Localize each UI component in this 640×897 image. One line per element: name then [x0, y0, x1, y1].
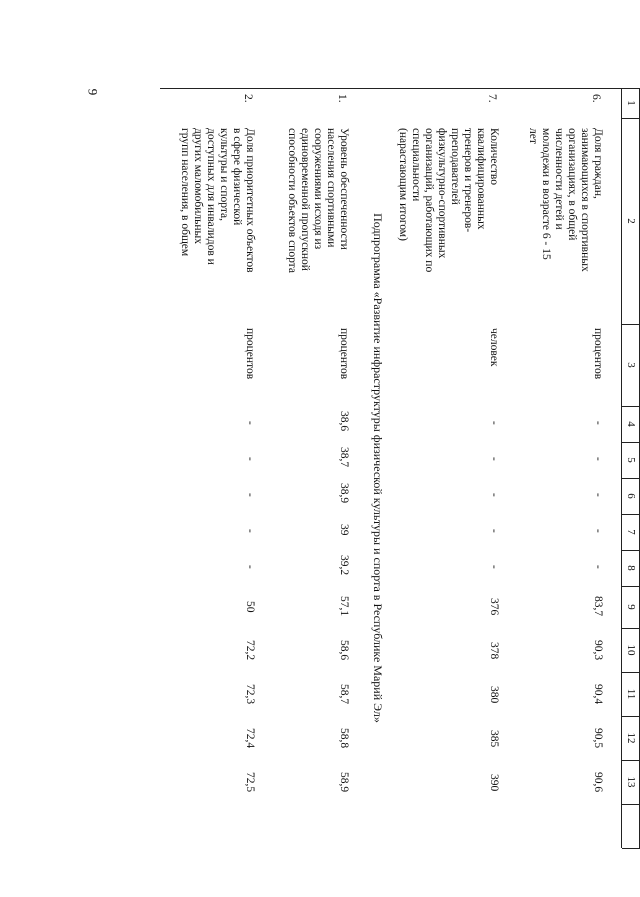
header-col-13: 13: [625, 776, 637, 788]
row-1-desc-line: способности объектов спорта: [286, 128, 298, 273]
row-2-unit: процентов: [244, 328, 256, 380]
row-7-val-12: 385: [488, 730, 500, 748]
row-2-desc-line: групп населения, в общем: [179, 128, 191, 257]
row-1-desc-line: Уровень обеспеченности: [338, 128, 350, 250]
row-1-val-11: 58,7: [338, 684, 350, 705]
row-6-val-7: -: [592, 529, 604, 533]
row-1-val-10: 58,6: [338, 640, 350, 661]
row-6-desc-line: молодежи в возрасте 6 - 15: [540, 128, 552, 260]
row-6-val-5: -: [592, 457, 604, 461]
header-col-8: 8: [625, 565, 637, 571]
page-number: 9: [85, 88, 101, 96]
subprogram-title: Подпрограмма «Развитие инфраструктуры физической культуры и спорта в Республике Марий Эл»: [371, 213, 385, 723]
row-1-desc-line: населения спортивными: [325, 128, 337, 248]
row-1-val-6: 38,9: [338, 483, 350, 504]
row-7-description: [396, 128, 500, 314]
row-6-desc-line: численности детей и: [553, 128, 565, 230]
col-border-13: [622, 804, 640, 805]
row-6-unit: процентов: [592, 328, 604, 380]
indicators-table: [160, 88, 640, 848]
row-2-val-13: 72,5: [244, 772, 256, 793]
row-1-number: 1.: [336, 94, 348, 103]
row-7-desc-line: квалифицированных: [475, 128, 487, 230]
row-7-val-13: 390: [488, 774, 500, 792]
row-7-unit: человек: [488, 328, 500, 367]
row-7-desc-line: организаций, работающих по: [423, 128, 435, 273]
row-2-val-6: -: [244, 493, 256, 497]
row-1-val-12: 58,8: [338, 728, 350, 749]
header-col-3: 3: [625, 362, 637, 368]
header-col-11: 11: [625, 688, 637, 700]
row-7-val-6: -: [488, 493, 500, 497]
row-2-number: 2.: [242, 94, 254, 103]
row-2-desc-line: в сфере физической: [231, 128, 243, 226]
row-6-val-9: 83,7: [592, 596, 604, 617]
row-2-desc-line: Доля приоритетных объектов: [244, 128, 256, 273]
row-7-val-11: 380: [488, 686, 500, 704]
row-1-description: [285, 128, 350, 314]
row-6-description: [526, 128, 604, 314]
row-1-val-5: 38,7: [338, 447, 350, 468]
header-col-12: 12: [625, 732, 637, 744]
row-6-desc-line: организациях, в общей: [566, 128, 578, 241]
header-col-9: 9: [625, 604, 637, 610]
row-7-val-9: 376: [488, 598, 500, 616]
header-col-6: 6: [625, 493, 637, 499]
row-2-val-12: 72,4: [244, 728, 256, 749]
row-7-desc-line: тренеров и тренеров-: [462, 128, 474, 233]
row-7-desc-line: (нарастающим итогом): [397, 128, 409, 241]
row-6-desc-line: лет: [527, 128, 539, 144]
header-col-10: 10: [625, 644, 637, 656]
row-7-val-4: -: [488, 421, 500, 425]
header-col-2: 2: [625, 218, 637, 224]
row-7-val-7: -: [488, 529, 500, 533]
row-1-val-9: 57,1: [338, 596, 350, 617]
col-border-0: [160, 88, 640, 89]
row-1-val-13: 58,9: [338, 772, 350, 793]
row-6-val-12: 90,5: [592, 728, 604, 749]
row-6-val-6: -: [592, 493, 604, 497]
row-2-val-10: 72,2: [244, 640, 256, 661]
row-2-val-5: -: [244, 457, 256, 461]
row-2-val-9: 50: [244, 601, 256, 613]
row-6-number: 6.: [590, 94, 602, 103]
row-1-unit: процентов: [338, 328, 350, 380]
row-7-val-10: 378: [488, 642, 500, 660]
col-border-14: [622, 848, 640, 849]
header-col-1: 1: [625, 100, 637, 106]
row-7-desc-line: физкультурно-спортивных: [436, 128, 448, 259]
header-bottom-border: [621, 88, 622, 848]
row-1-val-8: 39,2: [338, 555, 350, 576]
row-1-desc-line: сооружениями исходя из: [312, 128, 324, 250]
header-col-5: 5: [625, 457, 637, 463]
row-2-description: [178, 128, 256, 314]
row-6-val-8: -: [592, 565, 604, 569]
row-6-desc-line: занимающихся в спортивных: [579, 128, 591, 272]
row-7-desc-line: преподавателей: [449, 128, 461, 205]
row-2-desc-line: других маломобильных: [192, 128, 204, 245]
row-2-val-8: -: [244, 565, 256, 569]
row-2-val-4: -: [244, 421, 256, 425]
header-col-7: 7: [625, 529, 637, 535]
row-6-val-11: 90,4: [592, 684, 604, 705]
row-7-desc-line: Количество: [488, 128, 500, 185]
header-col-4: 4: [625, 421, 637, 427]
row-7-number: 7.: [486, 94, 498, 103]
row-7-val-5: -: [488, 457, 500, 461]
row-7-val-8: -: [488, 565, 500, 569]
row-1-desc-line: единовременной пропускной: [299, 128, 311, 271]
row-6-val-13: 90,6: [592, 772, 604, 793]
row-6-val-4: -: [592, 421, 604, 425]
row-2-val-7: -: [244, 529, 256, 533]
row-2-desc-line: культуры и спорта,: [218, 128, 230, 221]
row-2-desc-line: доступных для инвалидов и: [205, 128, 217, 265]
row-1-val-7: 39: [338, 524, 350, 536]
row-1-val-4: 38,6: [338, 411, 350, 432]
row-7-desc-line: специальности: [410, 128, 422, 202]
row-6-val-10: 90,3: [592, 640, 604, 661]
row-2-val-11: 72,3: [244, 684, 256, 705]
row-6-desc-line: Доля граждан,: [592, 128, 604, 199]
